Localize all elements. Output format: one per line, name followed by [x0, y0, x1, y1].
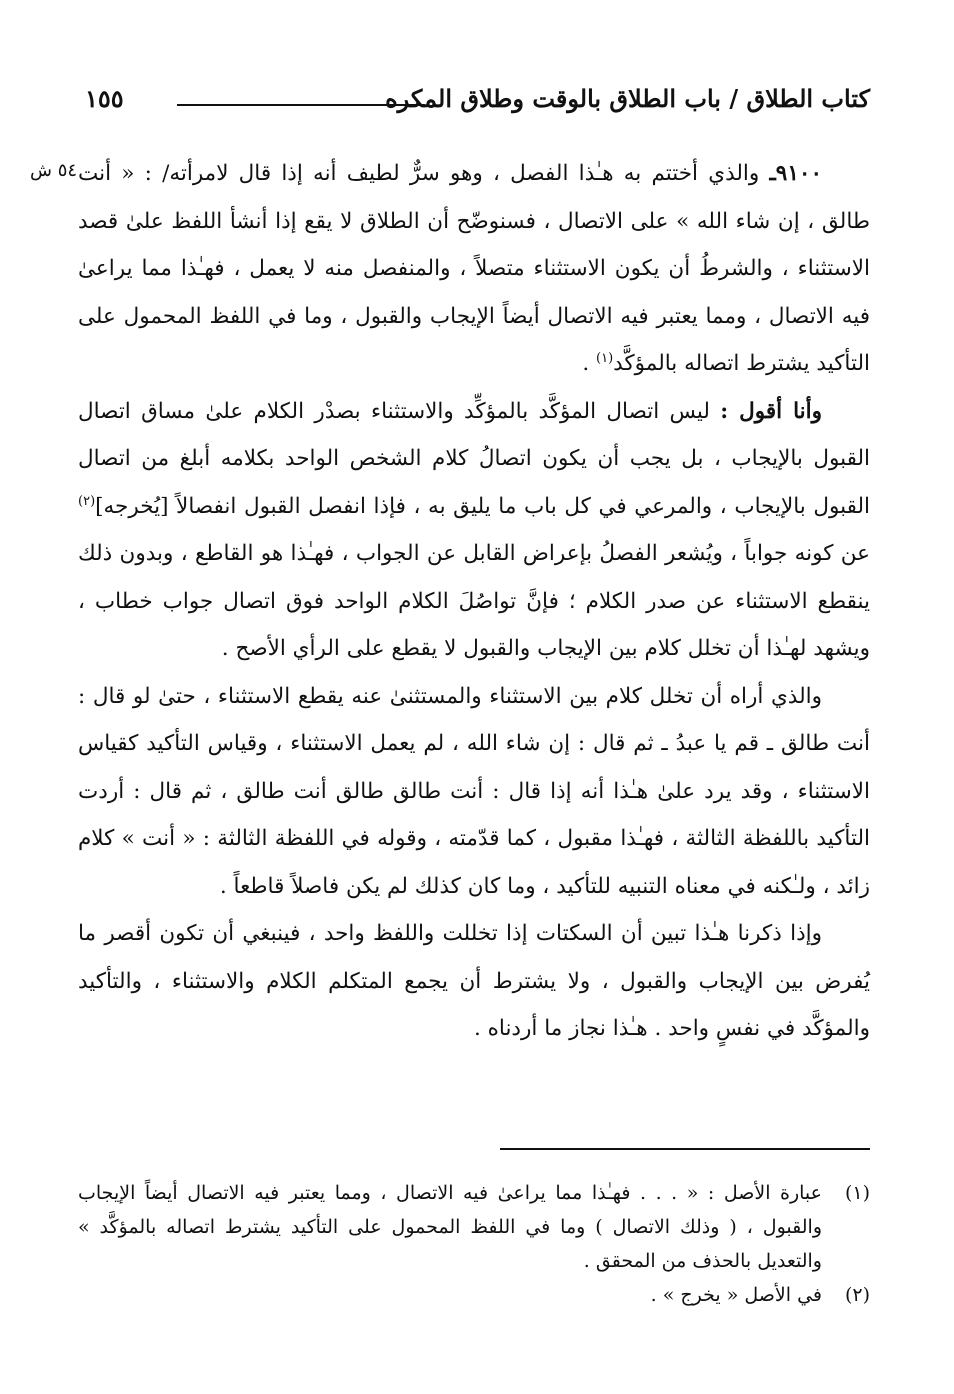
footnote-1 — [78, 1176, 870, 1278]
footnote-number: (٢) — [844, 1284, 870, 1306]
footnote-text: عبارة الأصل : « . . . فهـٰذا مما يراعىٰ فيه الاتصال ، ومما يعتبر فيه الاتصال أيضاً الإيجاب والقبول ، ( وذلك الاتصال ) وما في اللفظ المحمول على التأكيد يشترط اتصاله بالمؤكَّد » والتعديل بالحذف من المحقق . — [78, 1182, 822, 1272]
paragraph-text: والذي أراه أن تخلل كلام بين الاستثناء والمستثنىٰ عنه يقطع الاستثناء ، حتىٰ لو قال : أنت طالق ـ قم يا عبدُ ـ ثم قال : إن شاء الله ، لم يعمل الاستثناء ، وقياس التأكيد كقياس الاستثناء ، وقد يرد علىٰ هـٰذا أنه إذا قال : أنت طالق طالق أنت طالق ، ثم قال : أردت التأكيد باللفظة الثالثة ، فهـٰذا مقبول ، كما قدّمته ، وقوله في اللفظة الثالثة : « أنت » كلام زائد ، ولـٰكنه في معناه التنبيه للتأكيد ، وما كان كذلك لم يكن فاصلاً قاطعاً . — [78, 683, 870, 899]
footnotes — [78, 1176, 870, 1312]
paragraph-tail: عن كونه جواباً ، ويُشعر الفصلُ بإعراض القابل عن الجواب ، فهـٰذا هو القاطع ، وبدون ذلك ينقطع الاستثناء عن صدر الكلام ؛ فإنَّ تواصُلَ الكلام الواحد فوق اتصال جواب خطاب ، ويشهد لهـٰذا أن تخلل كلام بين الإيجاب والقبول لا يقطع على الرأي الأصح . — [78, 541, 870, 661]
paragraph-author-opinion — [78, 388, 870, 673]
paragraph-interruption — [78, 673, 870, 911]
header-rule — [177, 104, 425, 106]
page-number: ١٥٥ — [85, 84, 124, 113]
paragraph-conclusion — [78, 910, 870, 1053]
paragraph-text: وإذا ذكرنا هـٰذا تبين أن السكتات إذا تخللت واللفظ واحد ، فينبغي أن تكون أقصر ما يُفرض بين الإيجاب والقبول ، ولا يشترط أن يجمع المتكلم الكلام والاستثناء ، والتأكيد والمؤكَّد في نفسٍ واحد . هـٰذا نجاز ما أردناه . — [78, 921, 870, 1041]
footnote-2 — [78, 1278, 870, 1312]
running-header — [85, 78, 870, 128]
paragraph-9100 — [78, 150, 870, 388]
header-title: كتاب الطلاق / باب الطلاق بالوقت وطلاق المكره — [385, 84, 870, 113]
footnote-separator — [500, 1148, 870, 1150]
footnote-number: (١) — [844, 1182, 870, 1204]
paragraph-lead: وأنا أقول : — [720, 398, 823, 424]
footnote-text: في الأصل « يخرج » . — [650, 1284, 822, 1306]
paragraph-text: والذي أختتم به هـٰذا الفصل ، وهو سرٌّ لطيف أنه إذا قال لامرأته/ : « أنت طالق ، إن شاء الله » على الاتصال ، فسنوضّح أن الطلاق لا يقع إذا أنشأ اللفظ علىٰ قصد الاستثناء ، والشرطُ أن يكون الاستثناء متصلاً ، والمنفصل منه لا يعمل ، فهـٰذا مما يراعىٰ فيه الاتصال ، ومما يعتبر فيه الاتصال أيضاً الإيجاب والقبول ، وما في اللفظ المحمول على التأكيد يشترط اتصاله بالمؤكَّد — [78, 161, 870, 376]
main-text — [78, 150, 870, 1053]
footnote-ref-2: (٢) — [78, 493, 96, 509]
paragraph-number: ٩١٠٠ـ — [769, 161, 822, 186]
margin-note: ٥٤ ش — [30, 160, 78, 181]
footnote-ref-1: (١) — [596, 350, 614, 366]
paragraph-tail: . — [582, 351, 596, 376]
paragraph-text: ليس اتصال المؤكَّد بالمؤكِّد والاستثناء بصدْر الكلام علىٰ مساق اتصال القبول بالإيجاب ، بل يجب أن يكون اتصالُ كلام الشخص الواحد بكلامه أبلغ من اتصال القبول بالإيجاب ، والمرعي في كل باب ما يليق به ، فإذا انفصل القبول انفصالاً [يُخرجه] — [78, 398, 870, 519]
